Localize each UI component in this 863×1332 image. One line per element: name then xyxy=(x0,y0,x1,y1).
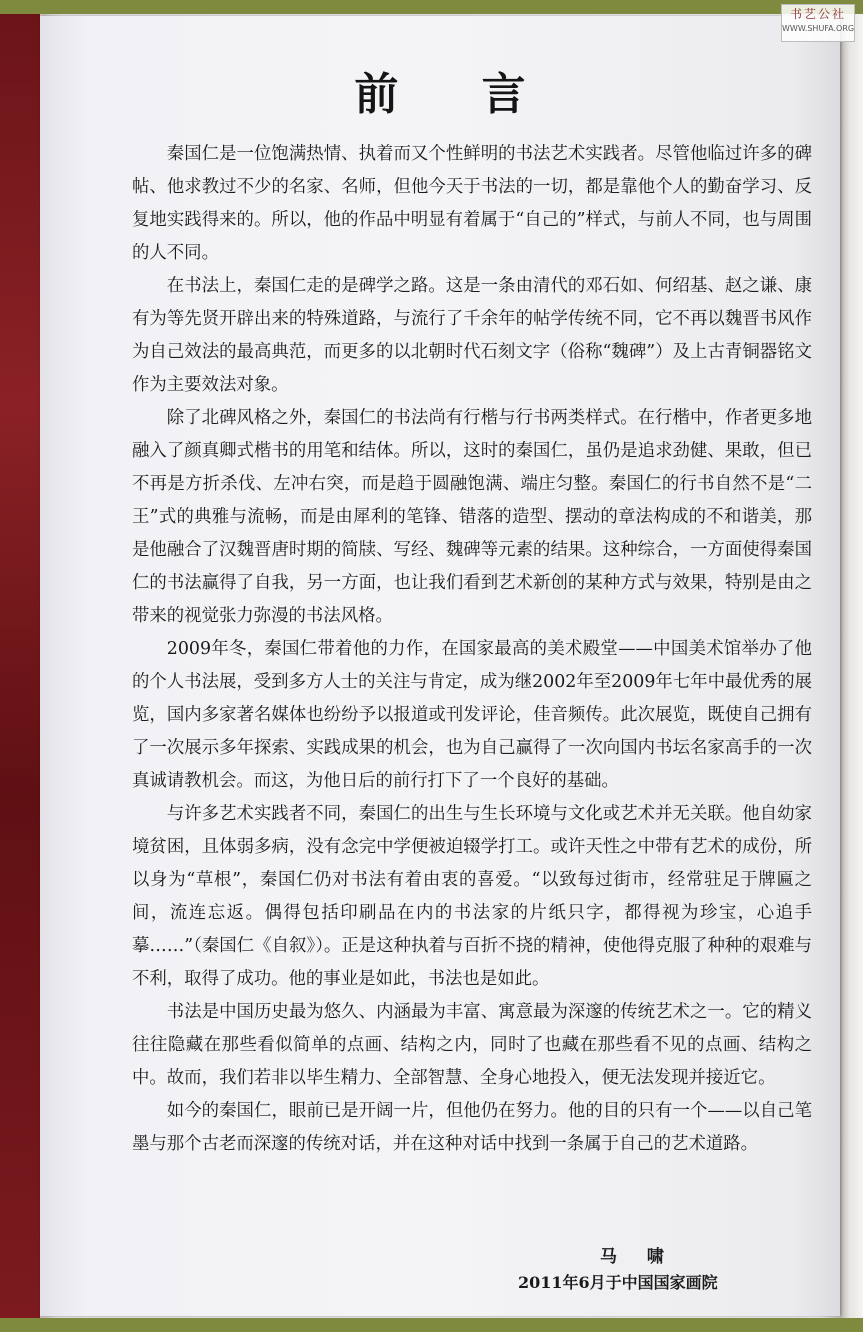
page-title: 前 言 xyxy=(354,69,560,120)
paragraph: 2009年冬，秦国仁带着他的力作，在国家最高的美术殿堂——中国美术馆举办了他的个人书法展，受到多方人士的关注与肯定，成为继2002年至2009年七年中最优秀的展览，国内多家著名媒体也纷纷予以报道或刊发评论，佳音频传。此次展览，既使自己拥有了一次展示多年探索、实践成果的机会，也为自己赢得了一次向国内书坛名家高手的一次真诚请教机会。而这，为他日后的前行打下了一个良好的基础。 xyxy=(132,639,812,791)
site-watermark xyxy=(781,4,855,42)
red-pillar xyxy=(0,14,40,1318)
watermark-logo-text: 书艺公社 xyxy=(789,7,846,21)
preface-body xyxy=(132,138,812,1161)
paragraph: 在书法上，秦国仁走的是碑学之路。这是一条由清代的邓石如、何绍基、赵之谦、康有为等先贤开辟出来的特殊道路，与流行了千余年的帖学传统不同，它不再以魏晋书风作为自己效法的最高典范，而更多的以北朝时代石刻文字（俗称“魏碑”）及上古青铜器铭文作为主要效法对象。 xyxy=(132,276,812,395)
paragraph: 与许多艺术实践者不同，秦国仁的出生与生长环境与文化或艺术并无关联。他自幼家境贫困，且体弱多病，没有念完中学便被迫辍学打工。或许天性之中带有艺术的成份，所以身为“草根”，秦国仁仍对书法有着由衷的喜爱。“以致每过街市，经常驻足于牌匾之间，流连忘返。偶得包括印刷品在内的书法家的片纸只字，都得视为珍宝，心追手摹……”（秦国仁《自叙》）。正是这种执着与百折不挠的精神，使他得克服了种种的艰难与不利，取得了成功。他的事业是如此，书法也是如此。 xyxy=(132,804,812,989)
photo xyxy=(0,14,863,1318)
paragraph: 秦国仁是一位饱满热情、执着而又个性鲜明的书法艺术实践者。尽管他临过许多的碑帖、他求教过不少的名家、名师，但他今天于书法的一切，都是靠他个人的勤奋学习、反复地实践得来的。所以，他的作品中明显有着属于“自己的”样式，与前人不同，也与周围的人不同。 xyxy=(132,144,812,263)
date-line: 2011年6月于中国国家画院 xyxy=(518,1273,718,1292)
paragraph: 书法是中国历史最为悠久、内涵最为丰富、寓意最为深邃的传统艺术之一。它的精义往往隐藏在那些看似简单的点画、结构之内，同时了也藏在那些看不见的点画、结构之中。故而，我们若非以毕生精力、全部智慧、全身心地投入，便无法发现并接近它。 xyxy=(132,1002,812,1088)
wall-edge xyxy=(840,14,863,1318)
paragraph: 如今的秦国仁，眼前已是开阔一片，但他仍在努力。他的目的只有一个——以自己笔墨与那个古老而深邃的传统对话，并在这种对话中找到一条属于自己的艺术道路。 xyxy=(132,1101,812,1154)
author-signature: 马 啸 xyxy=(600,1247,676,1267)
watermark-url: WWW.SHUFA.ORG xyxy=(782,24,855,33)
preface-banner xyxy=(40,16,840,1316)
paragraph: 除了北碑风格之外，秦国仁的书法尚有行楷与行书两类样式。在行楷中，作者更多地融入了颜真卿式楷书的用笔和结体。所以，这时的秦国仁，虽仍是追求劲健、果敢，但已不再是方折杀伐、左冲右突，而是趋于圆融饱满、端庄匀整。秦国仁的行书自然不是“二王”式的典雅与流畅，而是由犀利的笔锋、错落的造型、摆动的章法构成的不和谐美，那是他融合了汉魏晋唐时期的简牍、写经、魏碑等元素的结果。这种综合，一方面使得秦国仁的书法赢得了自我，另一方面，也让我们看到艺术新创的某种方式与效果，特别是由之带来的视觉张力弥漫的书法风格。 xyxy=(132,408,812,626)
